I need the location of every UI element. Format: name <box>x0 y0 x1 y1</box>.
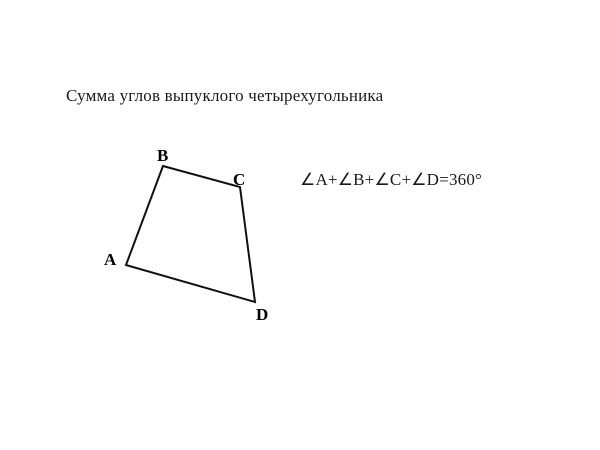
vertex-label-c: C <box>233 170 246 189</box>
vertex-label-b: B <box>157 146 169 165</box>
vertex-label-a: A <box>104 250 117 269</box>
vertex-label-d: D <box>256 305 269 324</box>
angle-sum-formula: ∠A+∠B+∠C+∠D=360° <box>300 170 483 189</box>
diagram-title: Сумма углов выпуклого четырехугольника <box>66 86 384 105</box>
